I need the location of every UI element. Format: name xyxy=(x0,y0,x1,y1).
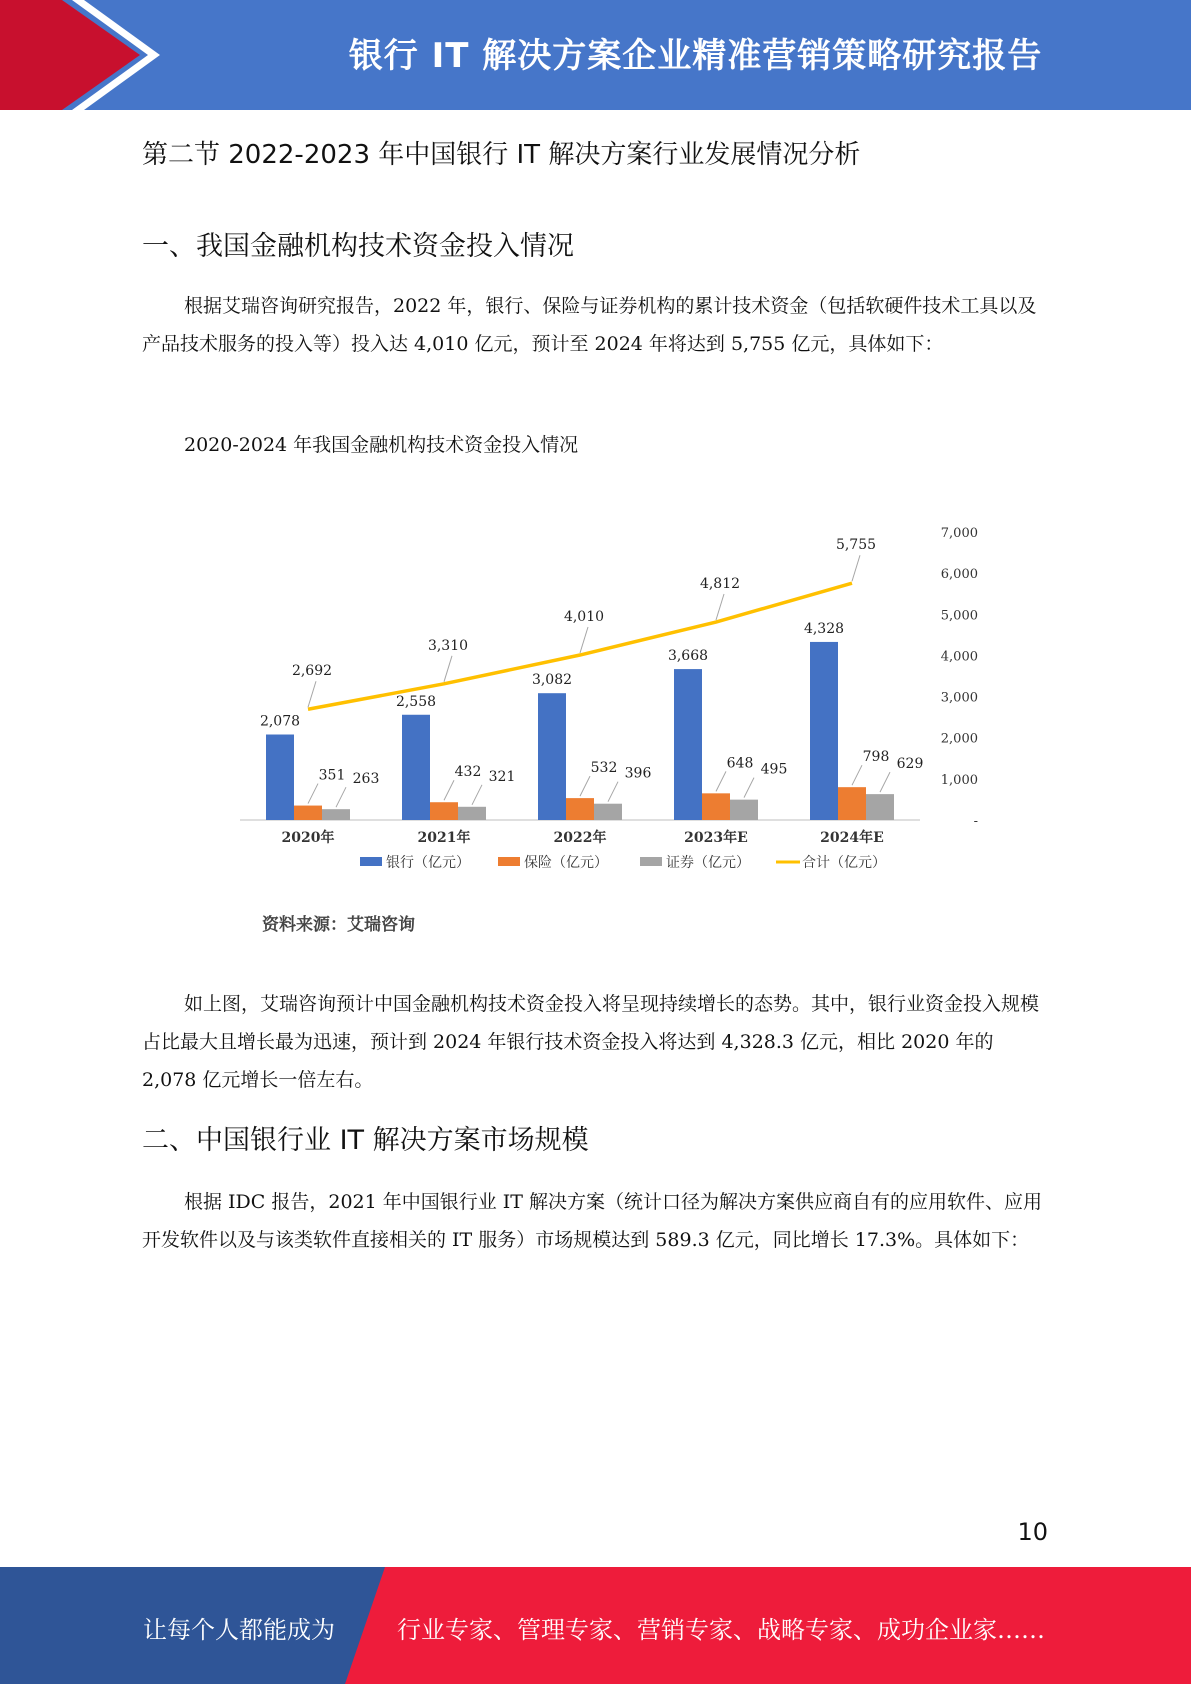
bar xyxy=(458,807,486,820)
y-tick-label: 2,000 xyxy=(940,731,978,747)
heading-funding: 一、我国金融机构技术资金投入情况 xyxy=(142,231,574,262)
report-title: 银行 IT 解决方案企业精准营销策略研究报告 xyxy=(348,36,1043,76)
line-data-label: 3,310 xyxy=(427,637,469,654)
data-label: 3,082 xyxy=(531,672,573,689)
x-tick-label: 2024年E xyxy=(820,830,884,846)
footer-slogan-right: 行业专家、管理专家、营销专家、战略专家、成功企业家…… xyxy=(397,1616,1045,1644)
label-leader-line xyxy=(744,778,754,798)
chart-caption: 2020-2024 年我国金融机构技术资金投入情况 xyxy=(184,434,579,456)
footer-slogan-left: 让每个人都能成为 xyxy=(143,1616,335,1644)
label-leader-line xyxy=(608,782,618,802)
section-title: 第二节 2022-2023 年中国银行 IT 解决方案行业发展情况分析 xyxy=(142,140,861,170)
data-label: 2,558 xyxy=(395,693,437,710)
line-data-label: 4,010 xyxy=(563,609,605,626)
bar xyxy=(810,642,838,820)
data-label: 648 xyxy=(726,755,754,772)
legend-swatch xyxy=(640,857,662,866)
bar xyxy=(730,800,758,820)
data-label: 629 xyxy=(896,756,924,773)
x-tick-label: 2022年 xyxy=(553,830,607,846)
total-line xyxy=(308,583,852,709)
data-label: 495 xyxy=(760,761,788,778)
legend-swatch xyxy=(360,857,382,866)
page-footer xyxy=(0,1567,1191,1684)
bar xyxy=(702,793,730,820)
y-tick-label: 4,000 xyxy=(940,649,978,665)
label-leader-line xyxy=(444,780,454,800)
x-tick-label: 2020年 xyxy=(281,830,335,846)
legend-label: 银行（亿元） xyxy=(386,855,470,871)
y-tick-label: 6,000 xyxy=(940,567,978,583)
bar xyxy=(674,669,702,820)
label-leader-line xyxy=(716,771,726,791)
label-leader-line xyxy=(716,594,724,620)
bar xyxy=(538,693,566,820)
y-tick-label: 3,000 xyxy=(940,690,978,706)
page-number: 10 xyxy=(1017,1518,1048,1546)
x-tick-label: 2023年E xyxy=(684,830,748,846)
data-label: 532 xyxy=(590,760,618,777)
label-leader-line xyxy=(852,765,862,785)
bar xyxy=(266,735,294,820)
bar xyxy=(322,809,350,820)
label-leader-line xyxy=(308,681,316,707)
label-leader-line xyxy=(444,656,452,682)
y-tick-label: 1,000 xyxy=(940,772,978,788)
page-header xyxy=(0,0,1191,110)
bar xyxy=(866,794,894,820)
legend-label: 合计（亿元） xyxy=(802,855,886,871)
data-label: 432 xyxy=(454,764,482,781)
label-leader-line xyxy=(308,784,318,804)
x-tick-label: 2021年 xyxy=(417,830,471,846)
legend-label: 保险（亿元） xyxy=(524,855,608,871)
label-leader-line xyxy=(852,555,860,581)
legend-swatch xyxy=(498,857,520,866)
y-tick-label: - xyxy=(973,814,978,829)
data-label: 798 xyxy=(862,749,890,766)
paragraph-analysis: 如上图，艾瑞咨询预计中国金融机构技术资金投入将呈现持续增长的态势。其中，银行业资金投入规模占比最大且增长最为迅速，预计到 2024 年银行技术资金投入将达到 4,328.3 亿元，相比 2020 年的 2,078 亿元增长一倍左右。 xyxy=(142,993,1040,1091)
paragraph-market-size: 根据 IDC 报告，2021 年中国银行业 IT 解决方案（统计口径为解决方案供应商自有的应用软件、应用开发软件以及与该类软件直接相关的 IT 服务）市场规模达到 589.3 亿元，同比增长 17.3%。具体如下： xyxy=(142,1191,1043,1251)
bar xyxy=(838,787,866,820)
heading-market-size: 二、中国银行业 IT 解决方案市场规模 xyxy=(142,1125,589,1156)
data-label: 321 xyxy=(488,768,516,785)
legend-label: 证券（亿元） xyxy=(666,855,750,871)
bar xyxy=(566,798,594,820)
line-data-label: 5,755 xyxy=(835,537,877,554)
label-leader-line xyxy=(580,776,590,796)
data-label: 263 xyxy=(352,771,380,788)
line-data-label: 2,692 xyxy=(291,663,333,680)
label-leader-line xyxy=(880,772,890,792)
bar xyxy=(594,804,622,820)
paragraph-funding: 根据艾瑞咨询研究报告，2022 年，银行、保险与证券机构的累计技术资金（包括软硬件技术工具以及产品技术服务的投入等）投入达 4,010 亿元，预计至 2024 年将达到 5,755 亿元，具体如下： xyxy=(142,295,1037,355)
label-leader-line xyxy=(472,785,482,805)
label-leader-line xyxy=(336,787,346,807)
label-leader-line xyxy=(580,627,588,653)
funding-chart xyxy=(220,515,1020,885)
chart-source: 资料来源：艾瑞咨询 xyxy=(262,915,415,935)
data-label: 4,328 xyxy=(803,620,845,637)
line-data-label: 4,812 xyxy=(699,576,741,593)
bar xyxy=(430,802,458,820)
bar xyxy=(402,715,430,820)
bar xyxy=(294,806,322,820)
data-label: 2,078 xyxy=(259,713,301,730)
y-tick-label: 5,000 xyxy=(940,608,978,624)
data-label: 351 xyxy=(318,767,346,784)
data-label: 3,668 xyxy=(667,648,709,665)
data-label: 396 xyxy=(624,765,652,782)
y-tick-label: 7,000 xyxy=(940,526,978,541)
